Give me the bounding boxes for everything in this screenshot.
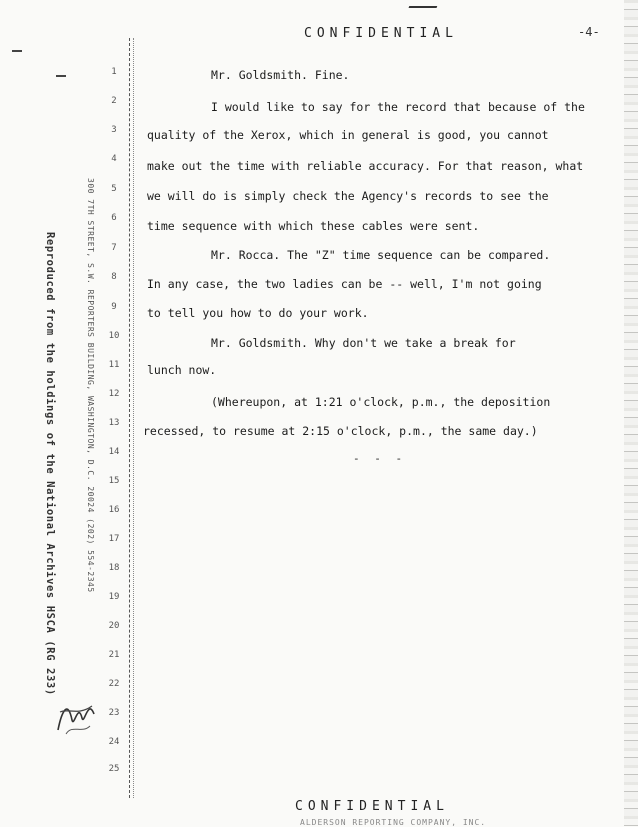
transcript-line: recessed, to resume at 2:15 o'clock, p.m., the same day.)	[143, 424, 538, 438]
transcript-line: Mr. Goldsmith. Why don't we take a break for	[211, 336, 516, 350]
line-number: 9	[111, 302, 117, 312]
line-number: 15	[108, 476, 120, 486]
transcript-line: lunch now.	[147, 363, 217, 377]
line-number: 18	[108, 563, 120, 573]
line-number: 8	[111, 272, 117, 282]
transcript-line: quality of the Xerox, which in general is good, you cannot	[147, 128, 549, 142]
margin-rule	[133, 38, 134, 798]
footer-confidential: CONFIDENTIAL	[295, 799, 449, 814]
line-number: 14	[108, 447, 120, 457]
margin-rule	[129, 38, 130, 798]
punch-mark	[12, 50, 22, 52]
handwritten-initials	[52, 690, 100, 738]
line-number: 17	[108, 534, 120, 544]
line-number: 1	[111, 67, 117, 77]
transcript-line: time sequence with which these cables were sent.	[147, 219, 480, 233]
line-number: 6	[111, 213, 117, 223]
punch-mark	[56, 75, 66, 77]
transcript-line: In any case, the two ladies can be -- well, I'm not going	[147, 277, 542, 291]
reporting-company: ALDERSON REPORTING COMPANY, INC.	[300, 818, 487, 827]
transcript-line: Mr. Rocca. The "Z" time sequence can be compared.	[211, 248, 551, 262]
section-divider: - - -	[353, 452, 407, 465]
header-confidential: CONFIDENTIAL	[304, 26, 458, 41]
reporter-address: 300 7TH STREET, S.W. REPORTERS BUILDING, WASHINGTON, D.C. 20024 (202) 554-2345	[86, 178, 95, 593]
line-number: 10	[108, 331, 120, 341]
line-number: 22	[108, 679, 120, 689]
transcript-line: make out the time with reliable accuracy. For that reason, what	[147, 159, 584, 173]
line-number: 23	[108, 708, 120, 718]
line-number: 12	[108, 389, 120, 399]
line-number: 25	[108, 764, 120, 774]
line-number: 3	[111, 125, 117, 135]
line-number: 21	[108, 650, 120, 660]
transcript-line: we will do is simply check the Agency's records to see the	[147, 189, 549, 203]
transcript-line: Mr. Goldsmith. Fine.	[211, 68, 350, 82]
page-number: -4-	[578, 25, 600, 39]
line-number: 24	[108, 737, 120, 747]
transcript-line: to tell you how to do your work.	[147, 306, 369, 320]
line-number: 13	[108, 418, 120, 428]
line-number: 2	[111, 96, 117, 106]
line-number: 16	[108, 505, 120, 515]
line-number: 19	[108, 592, 120, 602]
transcript-line: (Whereupon, at 1:21 o'clock, p.m., the deposition	[211, 395, 551, 409]
scan-edge-noise	[624, 0, 638, 826]
top-scan-mark	[409, 0, 440, 8]
line-number: 5	[111, 184, 117, 194]
line-number: 11	[108, 360, 120, 370]
line-number: 4	[111, 154, 117, 164]
line-number: 20	[108, 621, 120, 631]
archives-reproduction-note: Reproduced from the holdings of the National Archives HSCA (RG 233)	[44, 232, 56, 696]
line-number: 7	[111, 243, 117, 253]
transcript-line: I would like to say for the record that because of the	[211, 100, 585, 114]
